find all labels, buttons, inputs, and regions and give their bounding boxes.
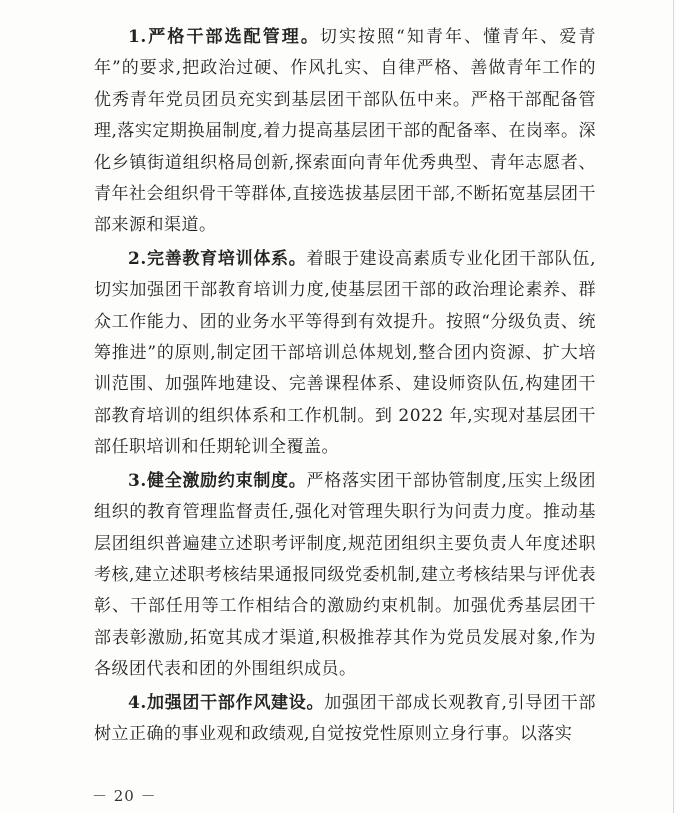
paragraph-3	[94, 466, 596, 686]
paragraph-2-text: 着眼于建设高素质专业化团干部队伍,切实加强团干部教育培训力度,使基层团干部的政治理论素养、群众工作能力、团的业务水平等得到有效提升。按照“分级负责、统筹推进”的原则,制定团干部培训总体规划,整合团内资源、扩大培训范围、加强阵地建设、完善课程体系、建设师资队伍,构建团干部教育培训的组织体系和工作机制。到 2022 年,实现对基层团干部任职培训和任期轮训全覆盖。	[94, 248, 596, 458]
paragraph-1-heading: 1.严格干部选配管理。	[128, 27, 320, 47]
paragraph-3-heading: 3.健全激励约束制度。	[128, 470, 307, 491]
page-number: － 20 －	[92, 787, 157, 805]
paragraph-4	[94, 688, 596, 751]
page-edge-divider	[673, 0, 674, 813]
document-body	[94, 22, 596, 752]
paragraph-1-text: 切实按照“知青年、懂青年、爱青年”的要求,把政治过硬、作风扎实、自律严格、善做青年工作的优秀青年党员团员充实到基层团干部队伍中来。严格干部配备管理,落实定期换届制度,着力提高基层团干部的配备率、在岗率。深化乡镇街道组织格局创新,探索面向青年优秀典型、青年志愿者、青年社会组织骨干等群体,直接选拔基层团干部,不断拓宽基层团干部来源和渠道。	[94, 27, 596, 236]
paragraph-2	[94, 244, 596, 464]
paragraph-3-text: 严格落实团干部协管制度,压实上级团组织的教育管理监督责任,强化对管理失职行为问责力度。推动基层团组织普遍建立述职考评制度,规范团组织主要负责人年度述职考核,建立述职考核结果通报同级党委机制,建立考核结果与评优表彰、干部任用等工作相结合的激励约束机制。加强优秀基层团干部表彰激励,拓宽其成才渠道,积极推荐其作为党员发展对象,作为各级团代表和团的外围组织成员。	[94, 470, 596, 680]
paragraph-4-heading: 4.加强团干部作风建设。	[128, 692, 325, 713]
paragraph-2-heading: 2.完善教育培训体系。	[128, 248, 307, 269]
paragraph-1	[94, 22, 596, 242]
paragraph-4-text: 加强团干部成长观教育,引导团干部树立正确的事业观和政绩观,自觉按党性原则立身行事。以落实	[94, 692, 597, 744]
